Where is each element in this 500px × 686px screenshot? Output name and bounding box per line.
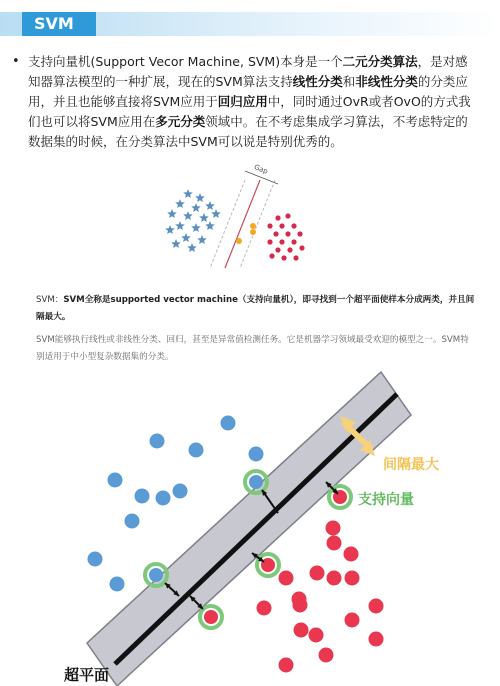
blue-point: [221, 416, 236, 431]
red-point: [345, 613, 360, 628]
dot-point: [273, 231, 278, 236]
blue-point: [125, 514, 140, 529]
support-vector-point: [204, 610, 218, 624]
dot-point: [287, 247, 292, 252]
blue-point: [135, 489, 150, 504]
star-point: [195, 193, 205, 202]
intro-bold-term: 二元分类算法: [342, 54, 418, 69]
intro-text: ，是对感知器算法模型的一种扩展，现在的SVM算法支持: [28, 54, 468, 89]
red-point: [369, 599, 384, 614]
blue-point: [249, 447, 264, 462]
intro-bold-term: 回归应用: [217, 94, 268, 109]
intro-text: 的分类应用，并且也能够直接将SVM应用于: [28, 74, 468, 109]
description-caption: SVM能够执行线性或非线性分类、回归，甚至是异常值检测任务。它是机器学习领域最受欢迎的模型之一。SVM特别适用于中小型复杂数据集的分类。: [36, 335, 469, 362]
red-point: [293, 598, 308, 613]
dot-point: [279, 223, 284, 228]
red-point: [319, 648, 334, 663]
dot-point: [297, 231, 302, 236]
star-point: [199, 213, 209, 222]
star-point: [165, 225, 175, 234]
support-vector-point: [149, 568, 163, 582]
bullet-marker: •: [12, 54, 20, 69]
red-points: [257, 521, 384, 673]
star-point: [197, 235, 207, 244]
intro-bold-term: 线性分类: [292, 74, 343, 89]
red-point: [294, 623, 309, 638]
star-point: [205, 221, 215, 230]
star-point: [183, 211, 193, 220]
blue-point: [173, 484, 188, 499]
dot-point: [291, 223, 296, 228]
margin-line-left: [210, 180, 245, 268]
star-point: [181, 233, 191, 242]
blue-point: [108, 473, 123, 488]
star-point: [175, 221, 185, 230]
dot-point: [269, 253, 274, 258]
red-point: [310, 566, 325, 581]
hyperplane-label: 超平面: [64, 666, 110, 684]
intro-text: 中，同时通过OvR或者OvO的方式我们也可以将SVM应用在: [28, 94, 471, 129]
small-svm-diagram: [150, 160, 320, 275]
star-point: [183, 189, 193, 198]
red-point: [257, 601, 272, 616]
definition-caption: [36, 292, 476, 326]
blue-point: [156, 491, 171, 506]
margin-label: 间隔最大: [383, 457, 439, 473]
red-point: [309, 628, 324, 643]
red-point: [369, 632, 384, 647]
section-header: [0, 12, 500, 36]
intro-bold-term: 非线性分类: [355, 74, 418, 89]
support-point: [250, 223, 256, 229]
red-point: [327, 536, 342, 551]
intro-paragraph: [28, 52, 480, 152]
dot-point: [293, 255, 298, 260]
star-point: [171, 239, 181, 248]
star-point: [175, 199, 185, 208]
support-vector-point: [249, 475, 263, 489]
intro-bold-term: 多元分类: [155, 114, 206, 129]
caption-prefix: SVM：: [36, 295, 64, 305]
dot-point: [285, 213, 290, 218]
dot-point: [285, 231, 290, 236]
star-points: [165, 189, 221, 252]
dot-points: [267, 213, 304, 260]
blue-point: [189, 443, 204, 458]
dot-point: [291, 239, 296, 244]
star-point: [205, 201, 215, 210]
red-point: [279, 658, 294, 673]
red-point: [344, 547, 359, 562]
intro-text: 和: [342, 74, 356, 89]
red-point: [279, 571, 294, 586]
blue-point: [150, 434, 165, 449]
star-point: [191, 223, 201, 232]
dot-point: [267, 239, 272, 244]
caption-bold-text: SVM全称是supported vector machine（支持向量机），即寻找到一个超平面使样本分成两类，并且间隔最大。: [36, 295, 475, 322]
dot-point: [275, 215, 280, 220]
support-point: [236, 238, 242, 244]
intro-text: 支持向量机(Support Vecor Machine, SVM)本身是一个: [28, 54, 343, 69]
star-point: [211, 209, 221, 218]
margin-band: [87, 372, 411, 686]
intro-text: 领域中。在不考虑集成学习算法，不考虑特定的数据集的时候，在分类算法中SVM可以说是特别优秀的。: [28, 114, 468, 149]
support-vector-label: 支持向量: [358, 492, 414, 508]
header-title: SVM: [22, 12, 96, 36]
star-point: [167, 209, 177, 218]
support-point: [250, 229, 256, 235]
big-svm-diagram: [60, 368, 480, 686]
blue-point: [88, 552, 103, 567]
gap-label: Gap: [252, 163, 270, 176]
red-point: [326, 521, 341, 536]
dot-point: [279, 239, 284, 244]
blue-point: [110, 577, 125, 592]
star-point: [191, 203, 201, 212]
dot-point: [299, 245, 304, 250]
red-point: [327, 571, 342, 586]
red-point: [345, 571, 360, 586]
dot-point: [267, 223, 272, 228]
dot-point: [281, 255, 286, 260]
dot-point: [275, 247, 280, 252]
star-point: [187, 243, 197, 252]
